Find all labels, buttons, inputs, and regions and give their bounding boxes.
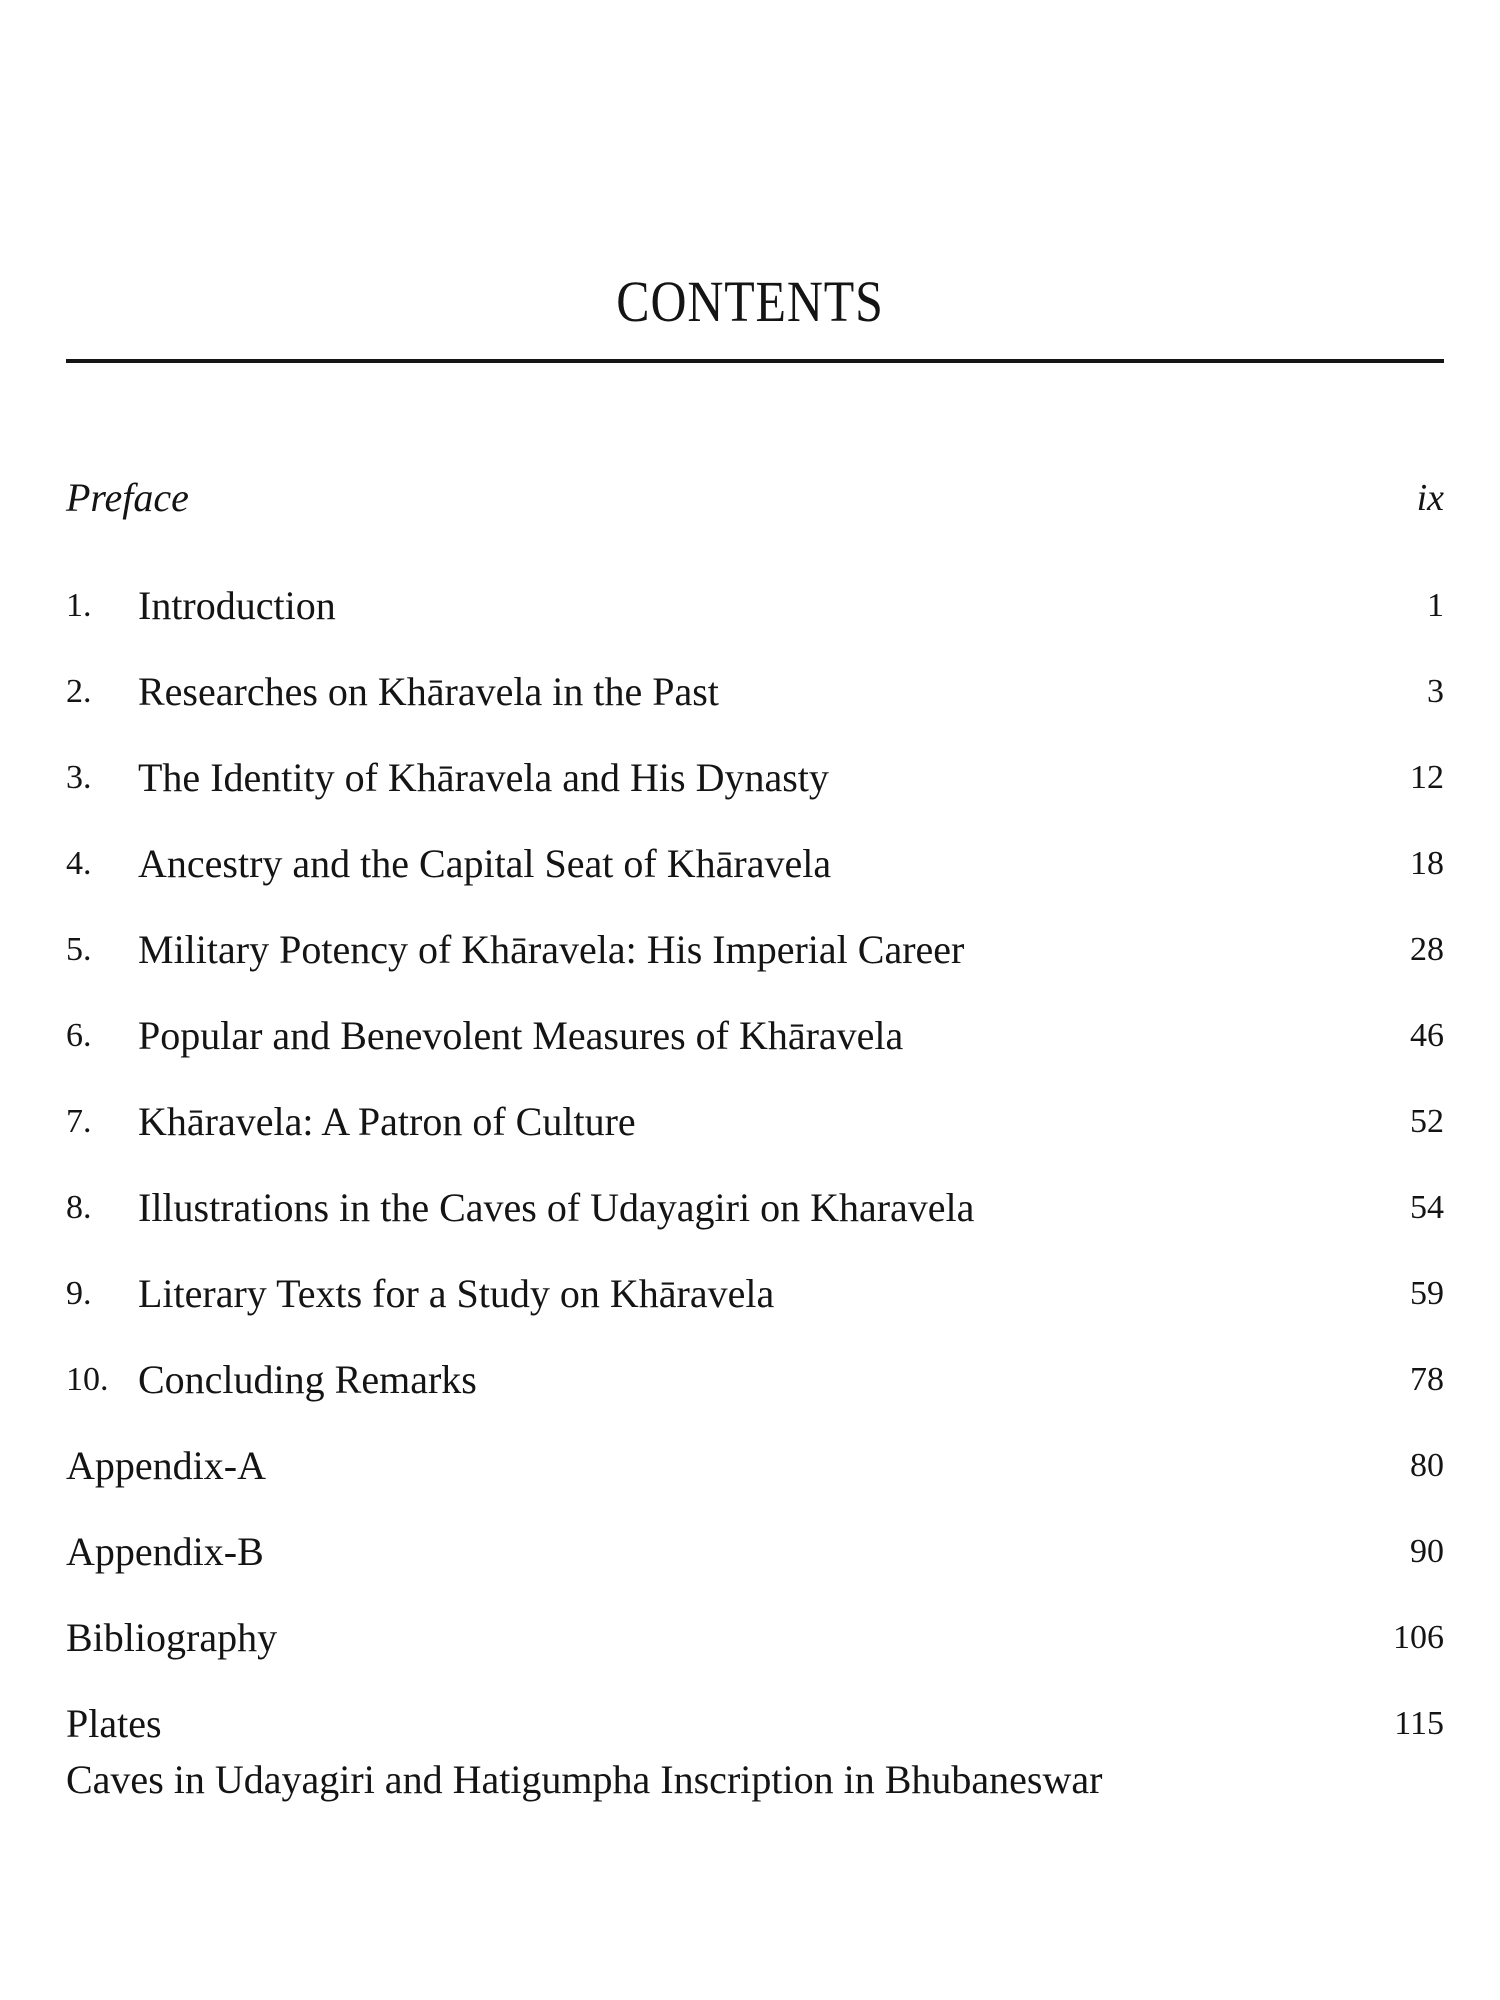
toc-entry-number: 5. bbox=[66, 931, 92, 968]
toc-entry-number: 8. bbox=[66, 1189, 92, 1226]
toc-entry-appendix-a[interactable] bbox=[66, 1438, 1444, 1494]
title-rule bbox=[66, 359, 1444, 363]
toc-entry-label: Ancestry and the Capital Seat of Khāravela bbox=[138, 841, 832, 886]
plates-subtitle: Caves in Udayagiri and Hatigumpha Inscription in Bhubaneswar bbox=[66, 1757, 1103, 1802]
toc-entry-chapter-6[interactable] bbox=[66, 1008, 1444, 1064]
toc-entry-label: Literary Texts for a Study on Khāravela bbox=[138, 1271, 775, 1316]
toc-entry-page: 80 bbox=[1410, 1447, 1444, 1484]
toc-entry-number: 10. bbox=[66, 1361, 109, 1398]
toc-entry-page: 3 bbox=[1427, 673, 1444, 710]
toc-entry-chapter-9[interactable] bbox=[66, 1266, 1444, 1322]
toc-entry-label: Researches on Khāravela in the Past bbox=[138, 669, 719, 714]
toc-entry-chapter-3[interactable] bbox=[66, 750, 1444, 806]
toc-entry-label: Bibliography bbox=[66, 1615, 278, 1660]
toc-entry-label: Military Potency of Khāravela: His Imperial Career bbox=[138, 927, 965, 972]
toc-entry-label: Popular and Benevolent Measures of Khāravela bbox=[138, 1013, 904, 1058]
toc-entry-appendix-b[interactable] bbox=[66, 1524, 1444, 1580]
toc-entry-page: 78 bbox=[1410, 1361, 1444, 1398]
toc-entry-page: 90 bbox=[1410, 1533, 1444, 1570]
toc-entry-page: ix bbox=[1416, 477, 1444, 519]
toc-entry-page: 46 bbox=[1410, 1017, 1444, 1054]
toc-entry-page: 106 bbox=[1393, 1619, 1444, 1656]
toc-entry-chapter-10[interactable] bbox=[66, 1352, 1444, 1408]
toc-entry-number: 6. bbox=[66, 1017, 92, 1054]
toc-entry-chapter-1[interactable] bbox=[66, 578, 1444, 634]
toc-entry-chapter-7[interactable] bbox=[66, 1094, 1444, 1150]
toc-entry-chapter-5[interactable] bbox=[66, 922, 1444, 978]
toc-entry-label: Plates bbox=[66, 1701, 162, 1746]
toc-entry-label: Preface bbox=[66, 475, 189, 520]
toc-entry-chapter-2[interactable] bbox=[66, 664, 1444, 720]
toc-entry-label: Illustrations in the Caves of Udayagiri on Kharavela bbox=[138, 1185, 975, 1230]
toc-entry-label: Introduction bbox=[138, 583, 336, 628]
toc-entry-page: 115 bbox=[1394, 1705, 1444, 1742]
toc-entry-number: 9. bbox=[66, 1275, 92, 1312]
toc-entry-page: 1 bbox=[1427, 587, 1444, 624]
toc-entry-page: 59 bbox=[1410, 1275, 1444, 1312]
toc-entry-page: 52 bbox=[1410, 1103, 1444, 1140]
toc-entry-number: 4. bbox=[66, 845, 92, 882]
toc-entry-page: 28 bbox=[1410, 931, 1444, 968]
toc-entry-label: Appendix-B bbox=[66, 1529, 264, 1574]
toc-entry-label: The Identity of Khāravela and His Dynasty bbox=[138, 755, 829, 800]
toc-entry-page: 12 bbox=[1410, 759, 1444, 796]
toc-entry-number: 2. bbox=[66, 673, 92, 710]
toc-entry-number: 1. bbox=[66, 587, 92, 624]
toc-entry-page: 54 bbox=[1410, 1189, 1444, 1226]
page-title: CONTENTS bbox=[616, 269, 884, 334]
toc-entry-preface[interactable] bbox=[66, 470, 1444, 526]
toc-entry-chapter-8[interactable] bbox=[66, 1180, 1444, 1236]
toc-entry-chapter-4[interactable] bbox=[66, 836, 1444, 892]
toc-entry-label: Khāravela: A Patron of Culture bbox=[138, 1099, 636, 1144]
toc-entry-plates[interactable] bbox=[66, 1696, 1444, 1752]
toc-entry-number: 7. bbox=[66, 1103, 92, 1140]
toc-entry-page: 18 bbox=[1410, 845, 1444, 882]
toc-entry-bibliography[interactable] bbox=[66, 1610, 1444, 1666]
toc-entry-label: Concluding Remarks bbox=[138, 1357, 477, 1402]
toc-entry-number: 3. bbox=[66, 759, 92, 796]
toc-entry-label: Appendix-A bbox=[66, 1443, 266, 1488]
